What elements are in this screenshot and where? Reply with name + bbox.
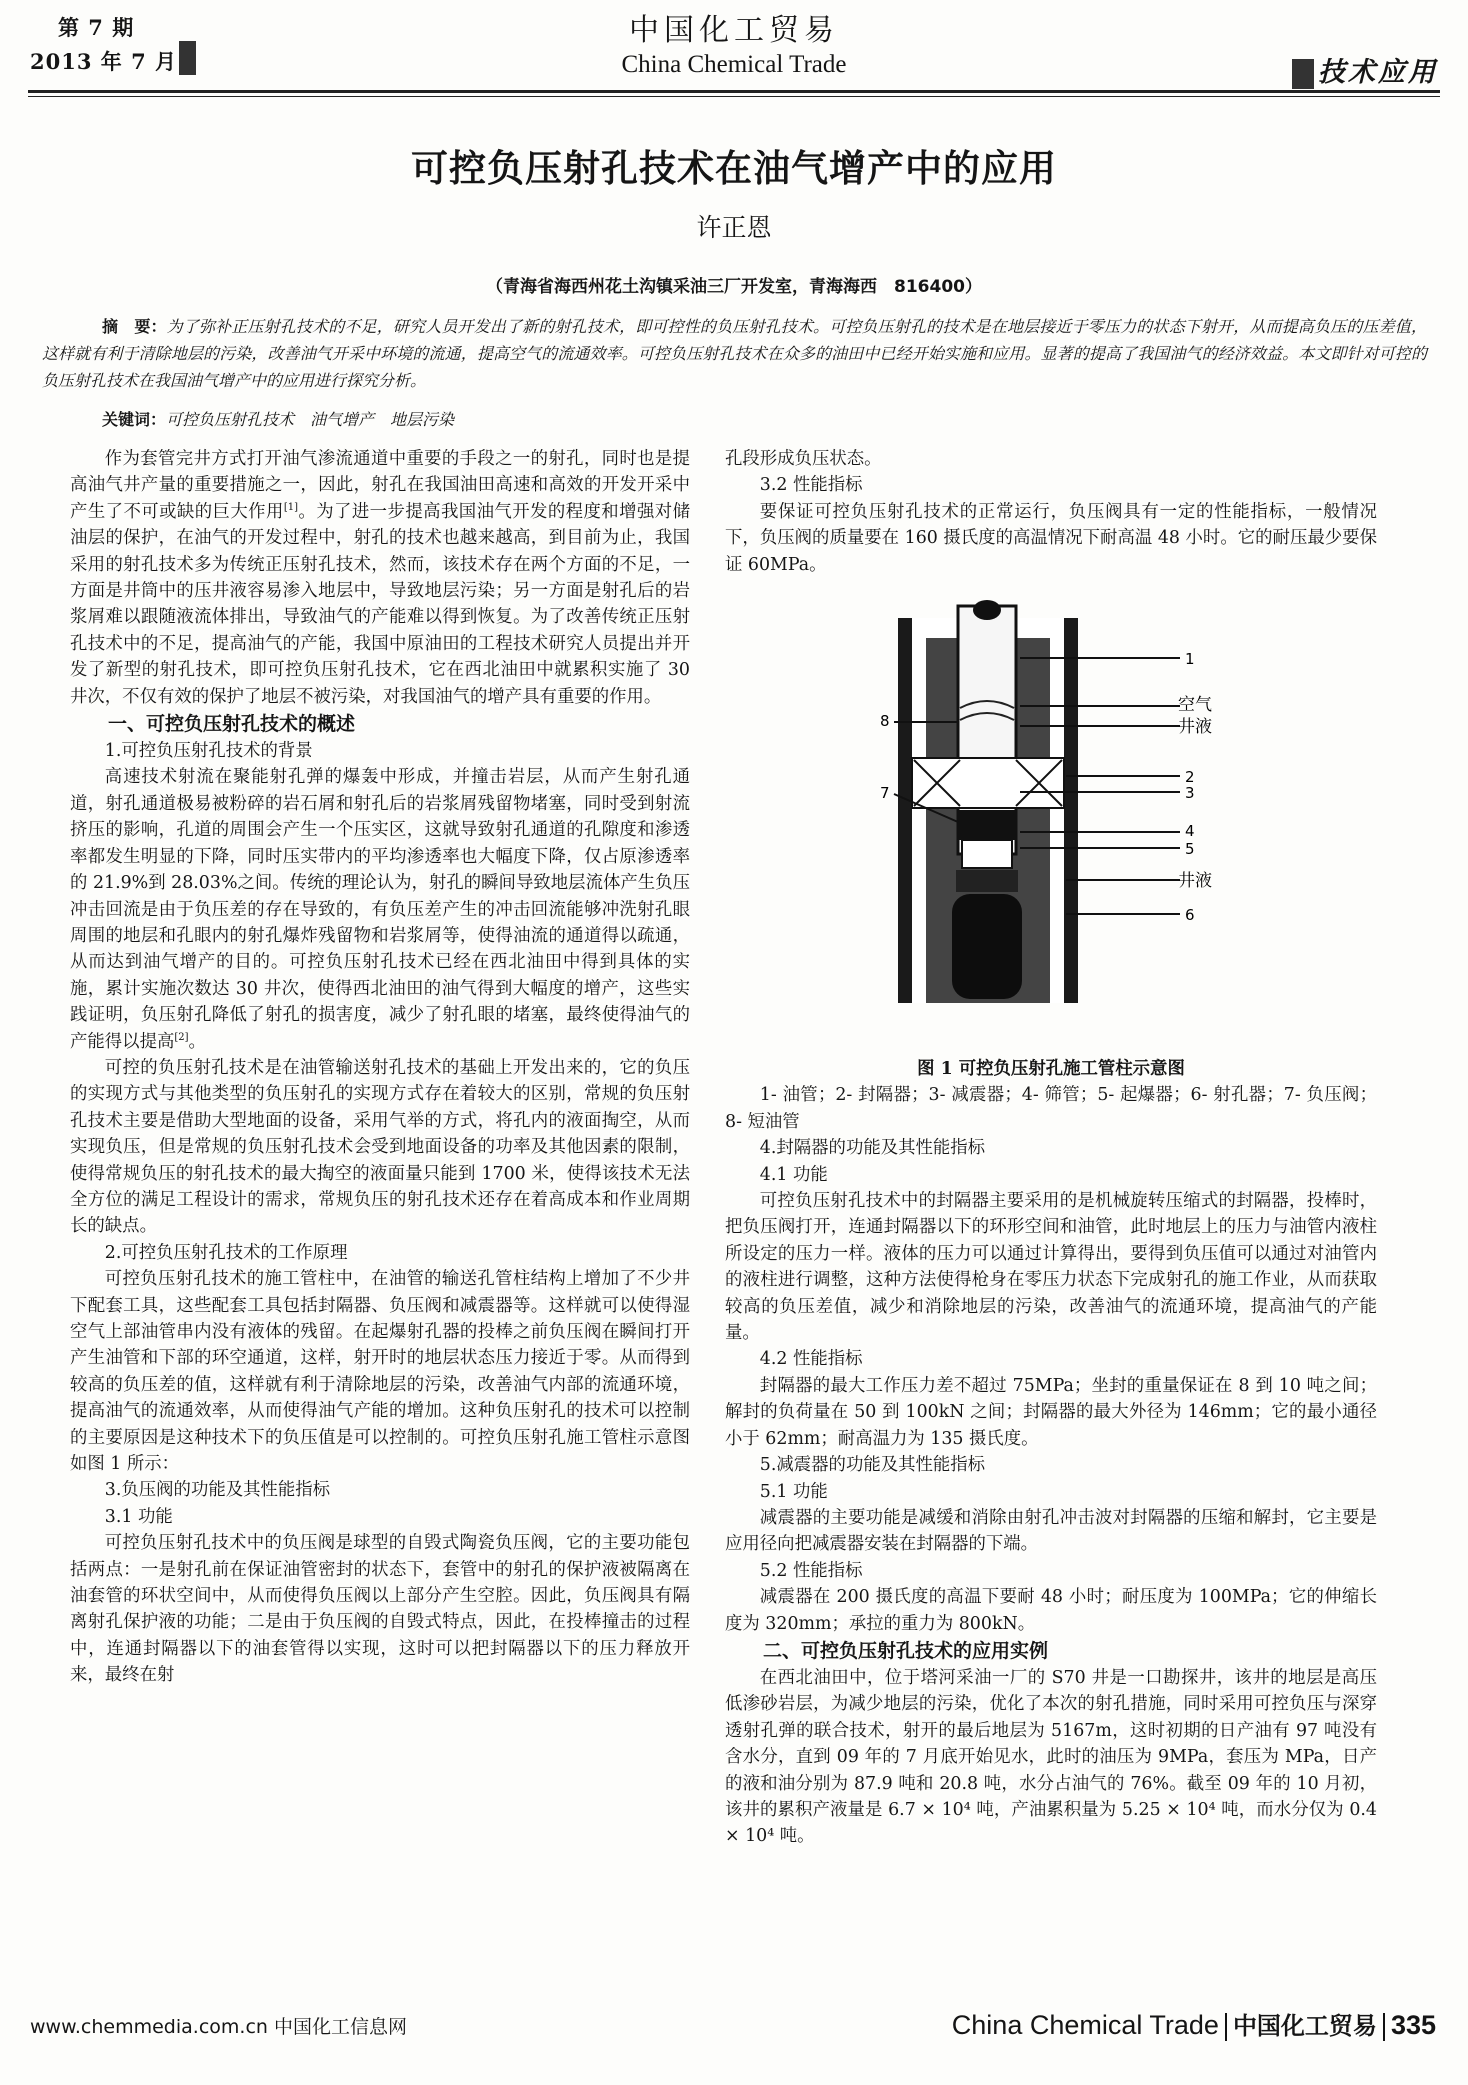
journal-header [0,12,1468,80]
section-block-icon [1292,59,1314,89]
page-number: 335 [1390,2010,1436,2040]
figure-label: 井液 [1178,717,1212,737]
footer-site: www.chemmedia.com.cn 中国化工信息网 [30,2016,407,2038]
paragraph: 可控的负压射孔技术是在油管输送射孔技术的基础上开发出来的，它的负压的实现方式与其他类型的负压射孔的实现方式存在着较大的区别，常规的负压射孔技术主要是借助大型地面的设备，采用气举的方式，将孔内的液面掏空，从而实现负压，但是常规的负压射孔技术会受到地面设备的功率及其他因素的限制，使得常规负压的射孔技术的最大掏空的液面量只能到 1700 米，使得该技术无法全方位的满足工程设计的需求，常规负压的射孔技术还存在着高成本和作业周期长的缺点。 [70,1057,690,1237]
shock-absorber [962,840,1012,868]
header-rule [28,90,1440,97]
figure-label: 8 [880,712,890,730]
figure-label: 空气 [1178,695,1212,715]
abstract-label: 摘 要： [102,317,167,336]
subsection-heading: 5.2 性能指标 [759,1560,863,1581]
figure-1-diagram [880,598,1220,1018]
subsection-heading: 5.1 功能 [759,1481,828,1502]
paragraph: 封隔器的最大工作压力差不超过 75MPa；坐封的重量保证在 8 到 10 吨之间；解封的负荷量在 50 到 100kN 之间；封隔器的最大外径为 146mm；它的最小通径小于 62mm；耐高温力为 135 摄氏度。 [725,1375,1377,1449]
abstract-text: 为了弥补正压射孔技术的不足，研究人员开发出了新的射孔技术，即可控性的负压射孔技术。可控负压射孔的技术是在地层接近于零压力的状态下射开，从而提高负压的压差值，这样就有利于清除地层的污染，改善油气开采中环境的流通，提高空气的流通效率。可控负压射孔技术在众多的油田中已经开始实施和应用。显著的提高了我国油气的经济效益。本文即针对可控的负压射孔技术在我国油气增产中的应用进行探究分析。 [42,317,1427,390]
subsection-heading: 4.1 功能 [759,1164,828,1185]
subsection-heading: 3.2 性能指标 [759,475,863,496]
paragraph: 要保证可控负压射孔技术的正常运行，负压阀具有一定的性能指标，一般情况下，负压阀的质量要在 160 摄氏度的高温情况下耐高温 48 小时。它的耐压最少要保证 60MPa。 [725,501,1377,575]
issue-number: 第 7 期 [58,15,135,40]
figure-label: 井液 [1178,871,1212,891]
packer [912,758,1064,808]
paragraph: 作为套管完井方式打开油气渗流通道中重要的手段之一的射孔，同时也是提高油气井产量的重要措施之一，因此，射孔在我国油田高速和高效的开发开采中产生了不可或缺的巨大作用[1]。为了进一步提高我国油气开发的程度和增强对储油层的保护，在油气的开发过程中，射孔的技术也越来越高，到目前为止，我国采用的射孔技术多为传统正压射孔技术，然而，该技术存在两个方面的不足，一方面是井筒中的压井液容易渗入地层中，导致地层污染；另一方面是射孔后的岩浆屑难以跟随液流体排出，导致油气的产能难以得到恢复。为了改善传统正压射孔技术中的不足，提高油气的产能，我国中原油田的工程技术研究人员提出并开发了新型的射孔技术，即可控负压射孔技术，它在西北油田中就累积实施了 30 井次，不仅有效的保护了地层不被污染，对我国油气的增产具有重要的作用。 [70,449,690,707]
subsection-heading: 4.封隔器的功能及其性能指标 [759,1138,986,1159]
issue-date: 2013 年 7 月 [30,49,177,74]
abstract [42,313,1427,394]
section-label-text: 技术应用 [1318,57,1438,88]
figure-legend: 1- 油管；2- 封隔器；3- 减震器；4- 筛管；5- 起爆器；6- 射孔器；7- 负压阀；8- 短油管 [725,1085,1377,1132]
section-label [1292,50,1438,89]
paragraph: 在西北油田中，位于塔河采油一厂的 S70 井是一口勘探井，该井的地层是高压低渗砂岩层，为减少地层的污染，优化了本次的射孔措施，同时采用可控负压与深穿透射孔弹的联合技术，射开的最后地层为 5167m，这时初期的日产油有 97 吨没有含水分，直到 09 年的 7 月底开始见水，此时的油压为 9MPa，套压为 MPa，日产的液和油分别为 87.9 吨和 20.8 吨，水分占油气的 76%。截至 09 年的 10 月初，该井的累积产液量是 6.7 × 10⁴ 吨，产油累积量为 5.25 × 10⁴ 吨，而水分仅为 0.4 × 10⁴ 吨。 [725,1667,1377,1847]
screen-pipe [956,870,1018,892]
figure-label: 1 [1185,650,1195,668]
author-affiliation: （青海省海西州花土沟镇采油三厂开发室，青海海西 816400） [486,277,982,297]
tubing-cap [973,600,1001,620]
perforating-gun [952,894,1022,999]
subsection-heading: 1.可控负压射孔技术的背景 [104,741,313,762]
paragraph: 可控负压射孔技术中的封隔器主要采用的是机械旋转压缩式的封隔器，投棒时，把负压阀打开，连通封隔器以下的环形空间和油管，此时地层上的压力与油管内液柱所设定的压力一样。液体的压力可以通过计算得出，要得到负压值可以通过对油管内的液柱进行调整，这种方法使得枪身在零压力状态下完成射孔的施工作业，从而获取较高的负压差值，减少和消除地层的污染，改善油气的流通环境，提高油气的产能量。 [725,1191,1377,1344]
paragraph: 可控负压射孔技术的施工管柱中，在油管的输送孔管柱结构上增加了不少井下配套工具，这些配套工具包括封隔器、负压阀和减震器等。这样就可以使得湿空气上部油管串内没有液体的残留。在起爆射孔器的投棒之前负压阀在瞬间打开产生油管和下部的环空通道，这样，射开时的地层状态压力接近于零。从而得到较高的负压差的值，这样就有利于清除地层的污染，改善油气内部的流通环境，提高油气的流通效率，从而使得油气产能的增加。这种负压射孔的技术可以控制的主要原因是这种技术下的负压值是可以控制的。可控负压射孔施工管柱示意图如图 1 所示： [70,1269,690,1475]
figure-label: 6 [1185,906,1195,924]
figure-label: 2 [1185,768,1195,786]
figure-label: 3 [1185,784,1195,802]
keywords [102,407,454,430]
right-column-bottom [725,1056,1377,1850]
keywords-label: 关键词： [102,410,167,429]
subsection-heading: 4.2 性能指标 [759,1349,863,1370]
left-column [70,446,690,1689]
figure-label: 5 [1185,840,1195,858]
paragraph: 孔段形成负压状态。 [725,449,882,469]
subsection-heading: 3.负压阀的功能及其性能指标 [104,1480,331,1501]
footer-journal-cn: 中国化工贸易 [1232,2012,1377,2040]
article-author: 许正恩 [696,213,772,242]
figure-label: 4 [1185,822,1195,840]
section-heading: 一、可控负压射孔技术的概述 [108,713,356,736]
subsection-heading: 3.1 功能 [104,1506,173,1527]
paragraph: 减震器在 200 摄氏度的高温下要耐 48 小时；耐压度为 100MPa；它的伸缩长度为 320mm；承拉的重力为 800kN。 [725,1587,1377,1634]
reference-mark: [2] [174,1031,189,1043]
reference-mark: [1] [283,502,298,514]
negative-pressure-valve [958,810,1016,840]
figure-caption: 图 1 可控负压射孔施工管柱示意图 [917,1059,1185,1079]
footer-journal [952,2006,1436,2041]
subsection-heading: 5.减震器的功能及其性能指标 [759,1455,986,1476]
paragraph: 可控负压射孔技术中的负压阀是球型的自毁式陶瓷负压阀，它的主要功能包括两点：一是射孔前在保证油管密封的状态下，套管中的射孔的保护液被隔离在油套管的环状空间中，从而使得负压阀以上部分产生空腔。因此，负压阀具有隔离射孔保护液的功能；二是由于负压阀的自毁式特点，因此，在投棒撞击的过程中，连通封隔器以下的油套管得以实现，这时可以把封隔器以下的压力释放开来，最终在射 [70,1533,690,1686]
paragraph: 减震器的主要功能是减缓和消除由射孔冲击波对封隔器的压缩和解封，它主要是应用径向把减震器安装在封隔器的下端。 [725,1507,1377,1555]
footer-separator [1225,2013,1227,2041]
footer-separator [1383,2013,1385,2041]
keywords-text: 可控负压射孔技术 油气增产 地层污染 [166,410,455,429]
subsection-heading: 2.可控负压射孔技术的工作原理 [104,1242,348,1263]
journal-title-cn: 中国化工贸易 [629,13,839,48]
journal-title-en: China Chemical Trade [621,51,847,78]
paragraph: 高速技术射流在聚能射孔弹的爆轰中形成，并撞击岩层，从而产生射孔通道，射孔通道极易被粉碎的岩石屑和射孔后的岩浆屑残留物堵塞，同时受到射流挤压的影响，孔道的周围会产生一个压实区，这就导致射孔通道的孔隙度和渗透率都发生明显的下降，同时压实带内的平均渗透率也大幅度下降，仅占原渗透率的 21.9%到 28.03%之间。传统的理论认为，射孔的瞬间导致地层流体产生负压冲击回流是由于负压差的存在导致的，有负压差产生的冲击回流能够冲洗射孔眼周围的地层和孔眼内的射孔爆炸残留物和岩浆屑等，使得油流的通道得以疏通，从而达到油气增产的目的。可控负压射孔技术已经在西北油田中得到具体的实施，累计实施次数达 30 井次，使得西北油田的油气得到大幅度的增产，这些实践证明，负压射孔降低了射孔的损害度，减少了射孔眼的堵塞，最终使得油气的产能得以提高[2]。 [70,767,690,1052]
right-column-top [725,446,1377,578]
footer-journal-en: China Chemical Trade [951,2010,1219,2040]
section-heading: 二、可控负压射孔技术的应用实例 [763,1639,1049,1662]
figure-label: 7 [880,784,890,802]
article-title: 可控负压射孔技术在油气增产中的应用 [411,147,1057,190]
